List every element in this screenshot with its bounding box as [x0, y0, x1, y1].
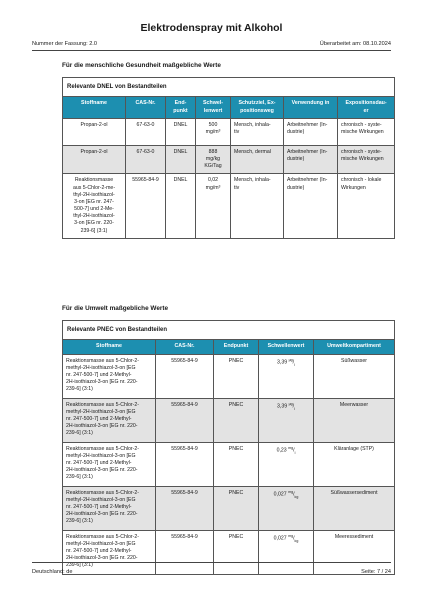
threshold-unit-denominator: l	[294, 406, 295, 411]
dnel-table-cell: DNEL	[166, 145, 196, 174]
threshold-unit-denominator: kg	[294, 538, 299, 543]
dnel-table-cell: Propan-2-ol	[63, 118, 126, 145]
dnel-table-cell: Arbeitnehmer (In- dustrie)	[284, 174, 338, 238]
threshold-number: 0,027	[273, 535, 289, 542]
dnel-table-cell: Mensch, inhala- tiv	[231, 174, 284, 238]
threshold-unit-denominator: l	[294, 450, 296, 455]
pnec-cas-number: 55965-84-9	[156, 530, 214, 574]
dnel-table-cell: Propan-2-ol	[63, 145, 126, 174]
pnec-table-row	[63, 486, 395, 530]
pnec-cas-number: 55965-84-9	[156, 398, 214, 442]
threshold-number: 3,39	[277, 403, 289, 410]
pnec-environmental-compartment: Meerwasser	[314, 398, 395, 442]
pnec-environmental-compartment: Meeressediment	[314, 530, 395, 574]
dnel-table-row	[63, 118, 395, 145]
dnel-column-header: CAS-Nr.	[126, 97, 166, 119]
pnec-column-header: Schwellenwert	[259, 340, 314, 354]
pnec-column-header: Stoffname	[63, 340, 156, 354]
threshold-unit-slash: /	[293, 447, 295, 454]
threshold-unit-denominator: l	[294, 362, 295, 367]
threshold-unit-numerator: mg	[288, 533, 294, 538]
dnel-table-cell: 55965-84-9	[126, 174, 166, 238]
header-divider	[32, 50, 391, 51]
dnel-column-header: Verwendung in	[284, 97, 338, 119]
pnec-threshold-value	[259, 354, 314, 398]
dnel-table-cell: Mensch, inhala- tiv	[231, 118, 284, 145]
threshold-unit-slash: /	[293, 535, 295, 542]
pnec-table-caption: Relevante PNEC von Bestandteilen	[63, 321, 395, 340]
pnec-endpoint: PNEC	[214, 530, 259, 574]
dnel-table-cell: 67-63-0	[126, 118, 166, 145]
pnec-table-row	[63, 354, 395, 398]
dnel-column-header: Schwel- lenwert	[196, 97, 231, 119]
threshold-number: 0,23	[276, 447, 289, 454]
dnel-table-cell: chronisch - syste- mische Wirkungen	[338, 118, 395, 145]
dnel-section-heading: Für die menschliche Gesundheit maßgebliche Werte	[62, 62, 221, 69]
dnel-column-header: Expositionsdau- er	[338, 97, 395, 119]
revision-date: Überarbeitet am: 08.10.2024	[319, 41, 391, 47]
pnec-threshold-value	[259, 442, 314, 486]
dnel-table	[62, 77, 395, 239]
pnec-endpoint: PNEC	[214, 486, 259, 530]
footer-country: Deutschland: de	[32, 569, 73, 575]
dnel-table-cell: chronisch - lokale Wirkungen	[338, 174, 395, 238]
pnec-cas-number: 55965-84-9	[156, 486, 214, 530]
dnel-table-cell: Mensch, dermal	[231, 145, 284, 174]
pnec-endpoint: PNEC	[214, 354, 259, 398]
pnec-environmental-compartment: Süßwasser	[314, 354, 395, 398]
dnel-table-cell: Arbeitnehmer (In- dustrie)	[284, 118, 338, 145]
pnec-cas-number: 55965-84-9	[156, 354, 214, 398]
threshold-unit-numerator: mg	[288, 489, 294, 494]
pnec-environmental-compartment: Kläranlage (STP)	[314, 442, 395, 486]
dnel-table-cell: chronisch - syste- mische Wirkungen	[338, 145, 395, 174]
pnec-threshold-value	[259, 530, 314, 574]
pnec-section-heading: Für die Umwelt maßgebliche Werte	[62, 305, 169, 312]
pnec-substance-name: Reaktionsmasse aus 5-Chlor-2- methyl-2H-isothiazol-3-on [EG nr. 247-500-7] und 2-Methyl- 2H-isothiazol-3-on [EG nr. 220- 239-6] (3:1)	[63, 398, 156, 442]
dnel-table-cell: 67-63-0	[126, 145, 166, 174]
dnel-column-header: End- punkt	[166, 97, 196, 119]
dnel-table-cell: Reaktionsmasse aus 5-Chlor-2-me- thyl-2H-isothiazol- 3-on [EG nr. 247- 500-7] und 2-Me- thyl-2H-isothiazol- 3-on [EG nr. 220- 239-6] (3:1)	[63, 174, 126, 238]
pnec-column-header: CAS-Nr.	[156, 340, 214, 354]
dnel-table-row	[63, 145, 395, 174]
pnec-substance-name: Reaktionsmasse aus 5-Chlor-2- methyl-2H-isothiazol-3-on [EG nr. 247-500-7] und 2-Methyl- 2H-isothiazol-3-on [EG nr. 220- 239-6] (3:1)	[63, 354, 156, 398]
pnec-substance-name: Reaktionsmasse aus 5-Chlor-2- methyl-2H-isothiazol-3-on [EG nr. 247-500-7] und 2-Methyl- 2H-isothiazol-3-on [EG nr. 220- 239-6] (3:1)	[63, 486, 156, 530]
pnec-substance-name: Reaktionsmasse aus 5-Chlor-2- methyl-2H-isothiazol-3-on [EG nr. 247-500-7] und 2-Methyl- 2H-isothiazol-3-on [EG nr. 220- 239-6] (3:1)	[63, 442, 156, 486]
pnec-environmental-compartment: Süßwassersediment	[314, 486, 395, 530]
threshold-number: 3,39	[277, 359, 289, 366]
pnec-table	[62, 320, 395, 575]
threshold-unit-slash: /	[292, 403, 295, 410]
pnec-threshold-value	[259, 398, 314, 442]
dnel-table-cell: DNEL	[166, 118, 196, 145]
threshold-unit-denominator: kg	[294, 494, 299, 499]
page-title: Elektrodenspray mit Alkohol	[140, 22, 283, 34]
threshold-unit-numerator: µg	[288, 401, 293, 406]
threshold-unit-numerator: mg	[288, 445, 294, 450]
pnec-endpoint: PNEC	[214, 442, 259, 486]
threshold-unit-slash: /	[293, 491, 295, 498]
dnel-column-header: Schutzziel, Ex- positionsweg	[231, 97, 284, 119]
dnel-table-caption: Relevante DNEL von Bestandteilen	[63, 78, 395, 97]
dnel-table-cell: Arbeitnehmer (In- dustrie)	[284, 145, 338, 174]
footer-page-number: Seite: 7 / 24	[361, 569, 391, 575]
pnec-threshold-value	[259, 486, 314, 530]
pnec-table-row	[63, 442, 395, 486]
footer-divider	[32, 562, 391, 563]
pnec-cas-number: 55965-84-9	[156, 442, 214, 486]
threshold-unit-numerator: µg	[288, 357, 293, 362]
version-number: Nummer der Fassung: 2.0	[32, 41, 97, 47]
dnel-column-header: Stoffname	[63, 97, 126, 119]
pnec-column-header: Umweltkompartiment	[314, 340, 395, 354]
dnel-table-row	[63, 174, 395, 238]
threshold-unit-slash: /	[292, 359, 295, 366]
pnec-column-header: Endpunkt	[214, 340, 259, 354]
threshold-number: 0,027	[273, 491, 289, 498]
pnec-table-row	[63, 530, 395, 574]
dnel-table-cell: 500 mg/m³	[196, 118, 231, 145]
dnel-table-cell: 888 mg/kg KG/Tag	[196, 145, 231, 174]
dnel-table-cell: DNEL	[166, 174, 196, 238]
pnec-endpoint: PNEC	[214, 398, 259, 442]
pnec-table-row	[63, 398, 395, 442]
dnel-table-cell: 0,02 mg/m³	[196, 174, 231, 238]
pnec-substance-name: Reaktionsmasse aus 5-Chlor-2- methyl-2H-isothiazol-3-on [EG nr. 247-500-7] und 2-Methyl- 2H-isothiazol-3-on [EG nr. 220- 239-6] (3:1)	[63, 530, 156, 574]
